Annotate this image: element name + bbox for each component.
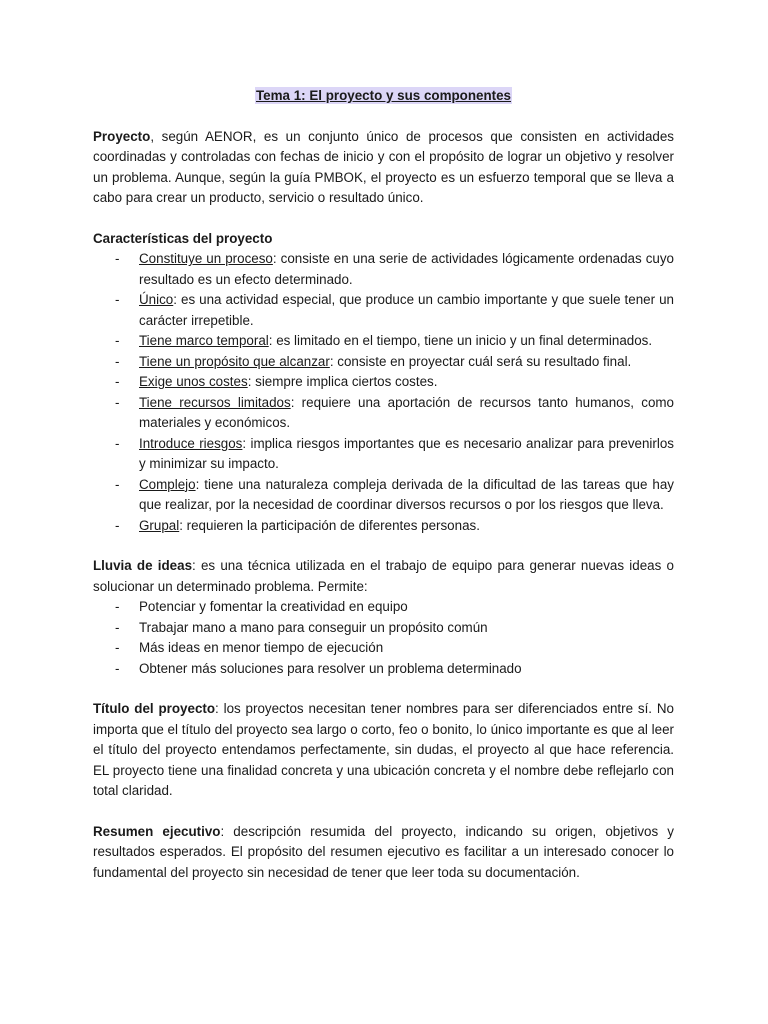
- item-term: Constituye un proceso: [139, 251, 273, 266]
- list-item: [93, 516, 674, 537]
- item-term: Tiene recursos limitados: [139, 394, 291, 410]
- list-item: [93, 249, 674, 290]
- list-item: [93, 393, 674, 434]
- spacer: [93, 802, 674, 822]
- item-text: : implica riesgos importantes que es necesario analizar para prevenirlos y minimizar su impacto.: [139, 435, 674, 471]
- spacer: [93, 679, 674, 699]
- proyecto-term: Proyecto: [93, 128, 151, 144]
- item-term: Exige unos costes: [139, 374, 248, 389]
- item-text: : es una actividad especial, que produce un cambio importante y que suele tener un carácter irrepetible.: [139, 292, 674, 328]
- item-term: Único: [139, 292, 174, 307]
- item-term: Introduce riesgos: [139, 435, 243, 451]
- titulo-paragraph: [93, 699, 674, 802]
- list-item: - Obtener más soluciones para resolver un problema determinado: [93, 659, 674, 680]
- item-text: : requiere una aportación de recursos tanto humanos, como materiales y económicos.: [139, 394, 674, 430]
- item-text: : consiste en una serie de actividades lógicamente ordenadas cuyo resultado es un efecto determinado.: [139, 251, 675, 287]
- list-item: [93, 290, 674, 331]
- list-item: [93, 331, 674, 352]
- resumen-text: : descripción resumida del proyecto, indicando su origen, objetivos y resultados esperados. El propósito del resumen ejecutivo es facilitar a un interesado conocer lo fundamental del proyecto sin necesidad de tener que leer toda su documentación.: [93, 823, 674, 880]
- list-item: [93, 434, 674, 475]
- spacer: [93, 209, 674, 229]
- resumen-paragraph: [93, 822, 674, 884]
- lluvia-paragraph: [93, 556, 674, 597]
- title-block: [93, 86, 674, 107]
- lluvia-term: Lluvia de ideas: [93, 558, 193, 573]
- titulo-term: Título del proyecto: [93, 701, 216, 716]
- proyecto-text: , según AENOR, es un conjunto único de procesos que consisten en actividades coordinadas y controladas con fechas de inicio y con el propósito de lograr un objetivo y resolver un problema. Aunque, según la guía PMBOK, el proyecto es un esfuerzo temporal que se lleva a cabo para crear un producto, servicio o resultado único.: [93, 128, 674, 205]
- page-title: Tema 1: El proyecto y sus componentes: [256, 88, 511, 103]
- item-text: : consiste en proyectar cuál será su resultado final.: [329, 353, 632, 369]
- spacer: [93, 536, 674, 556]
- caracteristicas-heading: Características del proyecto: [93, 230, 273, 246]
- list-item: - Trabajar mano a mano para conseguir un propósito común: [93, 618, 674, 639]
- list-item: [93, 372, 674, 393]
- titulo-text: : los proyectos necesitan tener nombres para ser diferenciados entre sí. No importa que el título del proyecto sea largo o corto, feo o bonito, lo único importante es que al leer el título del proyecto entendamos perfectamente, sin dudas, el proyecto al que hace referencia. EL proyecto tiene una finalidad concreta y una ubicación concreta y el nombre debe reflejarlo con total claridad.: [93, 701, 674, 798]
- item-text: : tiene una naturaleza compleja derivada de la dificultad de las tareas que hay que realizar, por la necesidad de coordinar diversos recursos o por los riesgos que lleva.: [139, 476, 674, 512]
- item-term: Grupal: [139, 517, 180, 533]
- item-term: Complejo: [139, 476, 196, 492]
- lluvia-text: : es una técnica utilizada en el trabajo de equipo para generar nuevas ideas o solucionar un determinado problema. Permite:: [93, 558, 674, 594]
- list-item: [93, 475, 674, 516]
- resumen-term: Resumen ejecutivo: [93, 823, 221, 839]
- list-item: [93, 352, 674, 373]
- item-term: Tiene marco temporal: [139, 333, 269, 348]
- lluvia-list: [93, 597, 674, 679]
- list-item: - Más ideas en menor tiempo de ejecución: [93, 638, 674, 659]
- item-term: Tiene un propósito que alcanzar: [139, 353, 330, 369]
- list-item: - Potenciar y fomentar la creatividad en equipo: [93, 597, 674, 618]
- proyecto-paragraph: [93, 127, 674, 209]
- item-text: : siempre implica ciertos costes.: [247, 374, 438, 389]
- caracteristicas-list: [93, 249, 674, 536]
- item-text: : es limitado en el tiempo, tiene un inicio y un final determinados.: [268, 333, 653, 348]
- item-text: : requieren la participación de diferentes personas.: [179, 517, 480, 533]
